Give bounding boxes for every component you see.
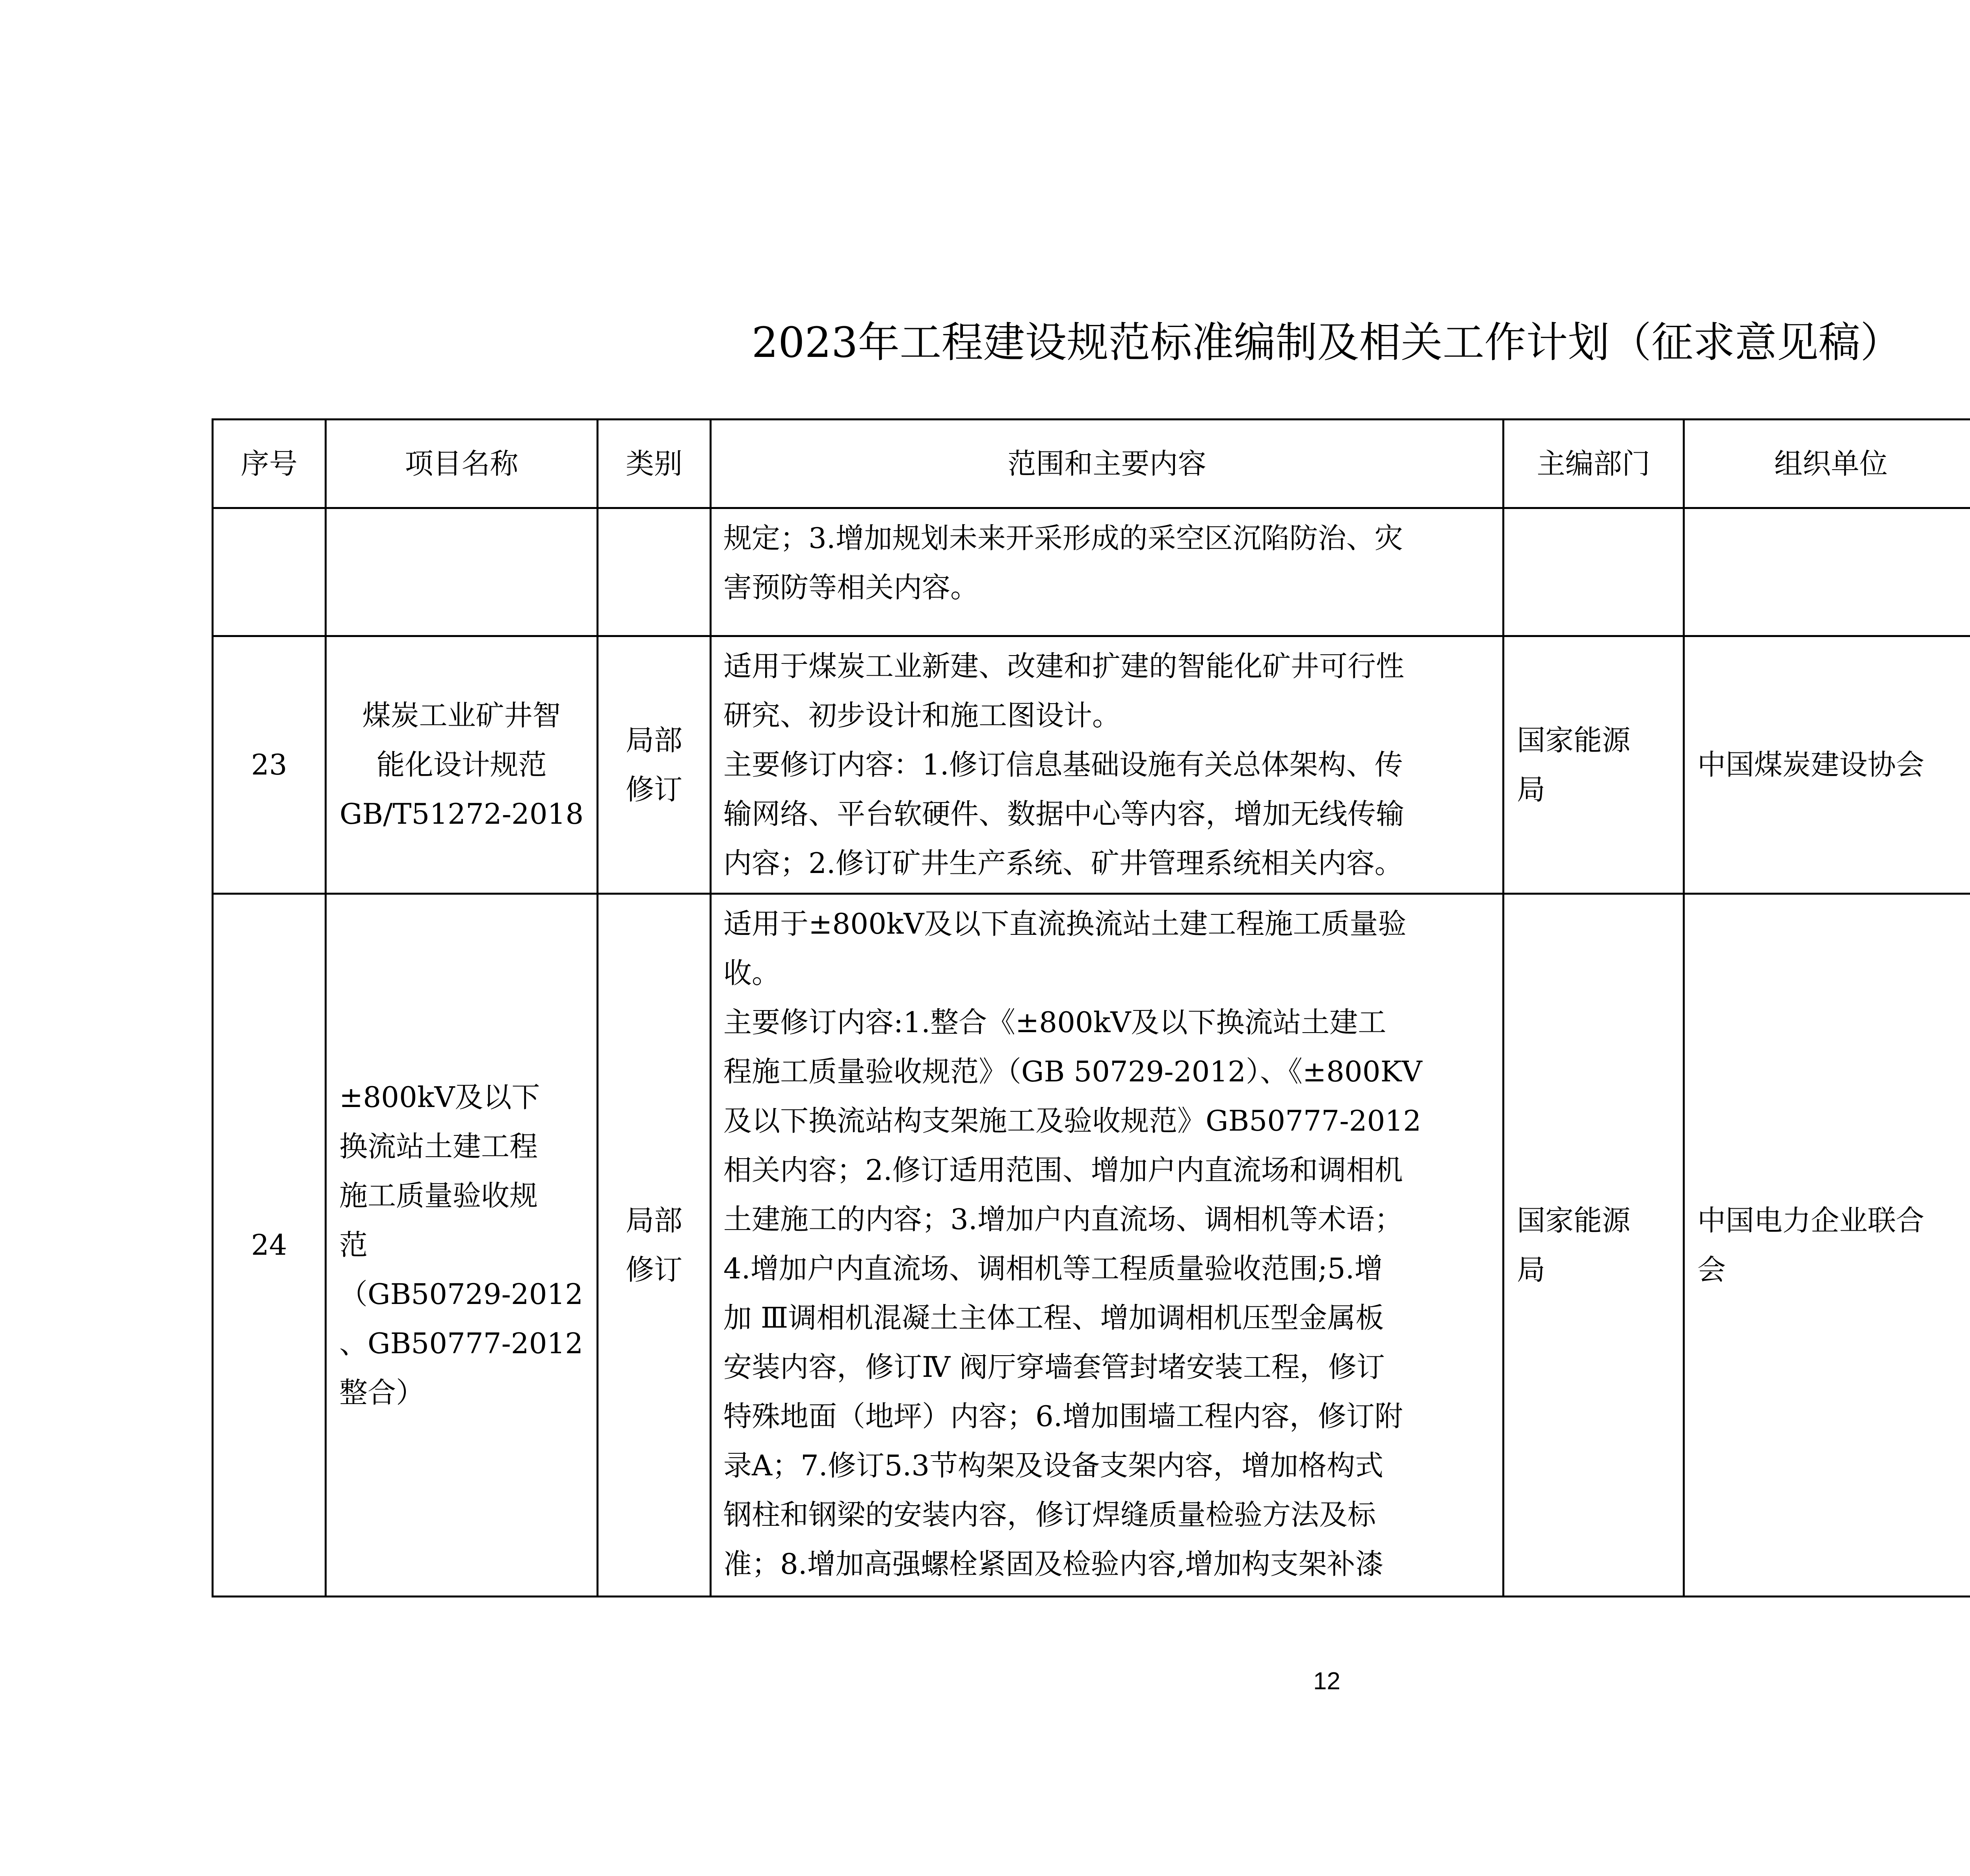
cell-name: [326, 636, 598, 894]
cell-text-line: 输网络、平台软硬件、数据中心等内容，增加无线传输: [723, 797, 1405, 830]
table-row: [213, 894, 1970, 1597]
cell-text-line: （GB50729-2012: [339, 1278, 584, 1311]
cell-text-line: 钢柱和钢梁的安装内容，修订焊缝质量检验方法及标: [723, 1498, 1376, 1531]
cell-text-line: 加 Ⅲ调相机混凝土主体工程、增加调相机压型金属板: [723, 1301, 1384, 1334]
cell-text-line: 适用于±800kV及以下直流换流站土建工程施工质量验: [723, 907, 1407, 940]
cell-text-line: 整合）: [339, 1376, 425, 1409]
cell-category: [598, 636, 711, 894]
cell-text-line: 准；8.增加高强螺栓紧固及检验内容,增加构支架补漆: [723, 1547, 1384, 1581]
cell-text-line: 国家能源: [1517, 723, 1631, 757]
header-no: 序号: [213, 420, 326, 508]
page-title: 2023年工程建设规范标准编制及相关工作计划（征求意见稿）: [751, 318, 1902, 367]
cell-text-line: 中国煤炭建设协会: [1697, 748, 1925, 781]
cell-text-line: 特殊地面（地坪）内容；6.增加围墙工程内容，修订附: [723, 1400, 1403, 1433]
cell-text-line: 适用于煤炭工业新建、改建和扩建的智能化矿井可行性: [723, 650, 1405, 683]
cell-text-line: 会: [1697, 1253, 1726, 1286]
work-plan-table: [212, 418, 1970, 1597]
cell-name: [326, 508, 598, 636]
table-row: [213, 508, 1970, 636]
header-category: 类别: [598, 420, 711, 508]
cell-text-line: 害预防等相关内容。: [723, 571, 979, 604]
cell-org: [1684, 894, 1970, 1597]
cell-text-line: 安装内容，修订Ⅳ 阀厅穿墙套管封堵安装工程，修订: [723, 1350, 1385, 1384]
cell-text-line: 研究、初步设计和施工图设计。: [723, 699, 1121, 732]
cell-text-line: 局部: [625, 1204, 682, 1237]
cell-text-line: 换流站土建工程: [339, 1130, 538, 1163]
cell-text-line: 施工质量验收规: [339, 1179, 538, 1212]
header-org: 组织单位: [1684, 420, 1970, 508]
cell-text-line: 、GB50777-2012: [339, 1327, 584, 1360]
cell-scope: [711, 508, 1504, 636]
cell-text-line: 修订: [625, 1253, 682, 1286]
cell-category: [598, 894, 711, 1597]
cell-text-line: 规定；3.增加规划未来开采形成的采空区沉陷防治、灾: [723, 522, 1403, 555]
cell-text-line: 中国电力企业联合: [1697, 1204, 1925, 1237]
cell-org: [1684, 508, 1970, 636]
cell-text-line: 主要修订内容：1.修订信息基础设施有关总体架构、传: [723, 748, 1403, 781]
cell-category: [598, 508, 711, 636]
cell-text-line: 局部: [625, 723, 682, 757]
cell-text-line: GB/T51272-2018: [339, 797, 584, 830]
cell-name: [326, 894, 598, 1597]
cell-no: 24: [213, 894, 326, 1597]
cell-no: 23: [213, 636, 326, 894]
cell-text-line: 4.增加户内直流场、调相机等工程质量验收范围;5.增: [723, 1252, 1383, 1285]
cell-text-line: 相关内容；2.修订适用范围、增加户内直流场和调相机: [723, 1153, 1403, 1187]
cell-text-line: 及以下换流站构支架施工及验收规范》GB50777-2012: [723, 1104, 1422, 1137]
table-row: [213, 636, 1970, 894]
cell-dept: [1504, 508, 1684, 636]
cell-text-line: 修订: [625, 773, 682, 806]
cell-text-line: 内容；2.修订矿井生产系统、矿井管理系统相关内容。: [723, 847, 1403, 880]
header-scope: 范围和主要内容: [711, 420, 1504, 508]
cell-text-line: ±800kV及以下: [339, 1081, 540, 1114]
header-name: 项目名称: [326, 420, 598, 508]
cell-text-line: 范: [339, 1228, 368, 1261]
cell-dept: [1504, 894, 1684, 1597]
header-dept: 主编部门: [1504, 420, 1684, 508]
cell-dept: [1504, 636, 1684, 894]
table-header-row: [213, 420, 1970, 508]
cell-text-line: 能化设计规范: [376, 748, 547, 781]
cell-no: [213, 508, 326, 636]
cell-text-line: 主要修订内容:1.整合《±800kV及以下换流站土建工: [723, 1006, 1386, 1039]
cell-text-line: 煤炭工业矿井智: [362, 699, 561, 732]
page-number: 12: [1313, 1668, 1340, 1695]
cell-text-line: 收。: [723, 957, 781, 990]
cell-text-line: 录A；7.修订5.3节构架及设备支架内容，增加格构式: [723, 1449, 1384, 1482]
cell-text-line: 国家能源: [1517, 1204, 1631, 1237]
cell-scope: [711, 636, 1504, 894]
cell-scope: [711, 894, 1504, 1597]
cell-org: [1684, 636, 1970, 894]
cell-text-line: 局: [1517, 1253, 1546, 1286]
cell-text-line: 土建施工的内容；3.增加户内直流场、调相机等术语；: [723, 1203, 1403, 1236]
cell-text-line: 程施工质量验收规范》（GB 50729-2012）、《±800KV: [723, 1055, 1422, 1088]
cell-text-line: 局: [1517, 773, 1546, 806]
